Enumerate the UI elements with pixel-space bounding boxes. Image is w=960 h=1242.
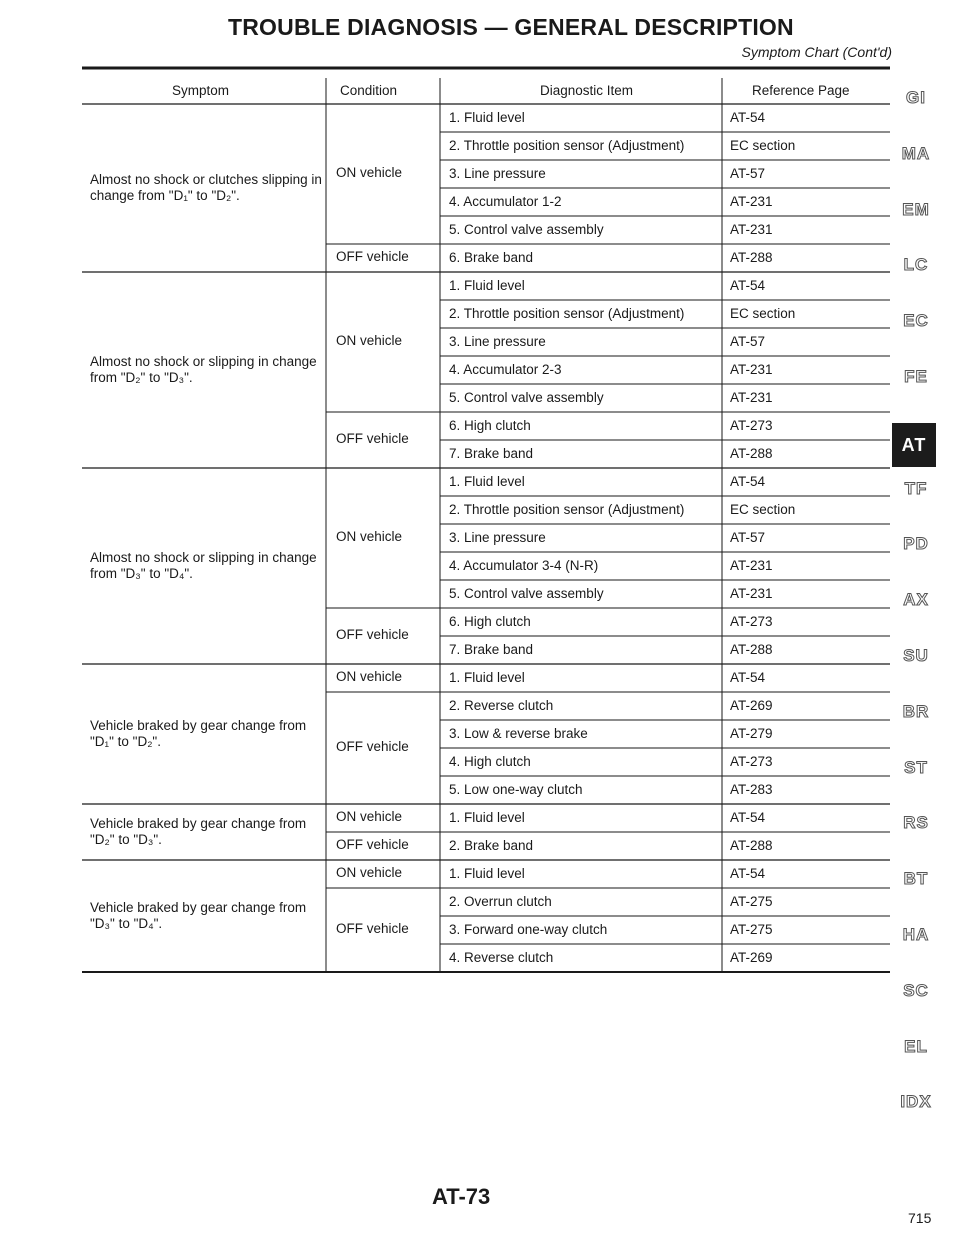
reference-page: AT-54 [730, 110, 766, 125]
diagnostic-item: 3. Line pressure [449, 530, 546, 545]
condition-label: OFF vehicle [336, 739, 409, 754]
reference-page: AT-273 [730, 614, 773, 629]
section-tab-em: EM [902, 199, 930, 219]
section-tab-el: EL [904, 1036, 928, 1056]
diagnostic-item: 3. Forward one-way clutch [449, 922, 608, 937]
diagnostic-item: 1. Fluid level [449, 810, 525, 825]
section-tab-st: ST [904, 757, 928, 777]
condition-label: OFF vehicle [336, 837, 409, 852]
diagnostic-item: 4. Accumulator 1-2 [449, 194, 562, 209]
section-tab-bt: BT [903, 869, 929, 889]
diagnostic-item: 1. Fluid level [449, 670, 525, 685]
page-subtitle: Symptom Chart (Cont'd) [741, 44, 892, 60]
reference-page: AT-231 [730, 222, 773, 237]
diagnostic-item: 2. Overrun clutch [449, 894, 552, 909]
reference-page: AT-231 [730, 558, 773, 573]
condition-label: ON vehicle [336, 333, 403, 348]
reference-page: AT-273 [730, 754, 773, 769]
diagnostic-item: 5. Control valve assembly [449, 586, 604, 601]
symptom-label: Vehicle braked by gear change from "D₂" to "D₃". [90, 816, 307, 847]
reference-page: AT-57 [730, 334, 766, 349]
diagnostic-item: 4. Accumulator 3-4 (N-R) [449, 558, 599, 573]
condition-label: ON vehicle [336, 865, 403, 880]
reference-page: AT-54 [730, 866, 766, 881]
reference-page: EC section [730, 138, 796, 153]
diagnostic-item: 3. Line pressure [449, 166, 546, 181]
section-tab-ma: MA [901, 143, 931, 163]
page-number: AT-73 [432, 1184, 491, 1209]
reference-page: AT-275 [730, 894, 773, 909]
reference-page: AT-231 [730, 586, 773, 601]
diagnostic-item: 2. Brake band [449, 838, 534, 853]
section-tab-ec: EC [903, 311, 929, 331]
diagnostic-item: 7. Brake band [449, 642, 534, 657]
section-tab-sc: SC [903, 980, 929, 1000]
section-tab-ha: HA [902, 925, 930, 944]
diagnostic-item: 1. Fluid level [449, 866, 525, 881]
reference-page: AT-275 [730, 922, 773, 937]
condition-label: ON vehicle [336, 669, 403, 684]
symptom-chart-table [72, 66, 890, 976]
section-index-tabs [882, 88, 950, 1112]
symptom-label: Almost no shock or clutches slipping in change from "D₁" to "D₂". [90, 172, 322, 203]
condition-label: ON vehicle [336, 165, 403, 180]
condition-label: OFF vehicle [336, 431, 409, 446]
section-tab-idx: IDX [900, 1092, 932, 1112]
diagnostic-item: 7. Brake band [449, 446, 534, 461]
diagnostic-item: 6. High clutch [449, 418, 531, 433]
section-tab-ax: AX [903, 590, 929, 610]
condition-label: ON vehicle [336, 809, 403, 824]
reference-page: AT-288 [730, 838, 773, 853]
reference-page: EC section [730, 502, 796, 517]
reference-page: AT-231 [730, 390, 773, 405]
reference-page: AT-288 [730, 642, 773, 657]
symptom-label: Vehicle braked by gear change from "D₃" to "D₄". [90, 900, 307, 931]
diagnostic-item: 4. Accumulator 2-3 [449, 362, 562, 377]
reference-page: AT-288 [730, 250, 773, 265]
reference-page: AT-54 [730, 474, 766, 489]
section-tab-lc: LC [903, 255, 929, 275]
diagnostic-item: 2. Throttle position sensor (Adjustment) [449, 502, 685, 517]
corner-page-number: 715 [908, 1210, 932, 1226]
section-tab-su: SU [903, 646, 929, 665]
reference-page: AT-231 [730, 194, 773, 209]
section-tab-gi: GI [906, 88, 926, 107]
reference-page: AT-269 [730, 950, 773, 965]
symptom-label: Almost no shock or slipping in change from "D₃" to "D₄". [90, 550, 317, 581]
reference-page: AT-288 [730, 446, 773, 461]
diagnostic-item: 6. Brake band [449, 250, 534, 265]
section-tab-fe: FE [904, 367, 928, 386]
reference-page: AT-231 [730, 362, 773, 377]
diagnostic-item: 3. Line pressure [449, 334, 546, 349]
reference-page: AT-54 [730, 278, 766, 293]
column-header: Symptom [172, 83, 230, 98]
section-tab-tf: TF [904, 478, 928, 498]
section-tab-rs: RS [903, 813, 929, 833]
section-tab-at: AT [892, 423, 936, 467]
reference-page: AT-57 [730, 530, 766, 545]
condition-label: OFF vehicle [336, 627, 409, 642]
column-header: Diagnostic Item [540, 83, 634, 98]
reference-page: AT-279 [730, 726, 773, 741]
reference-page: AT-269 [730, 698, 773, 713]
condition-label: OFF vehicle [336, 921, 409, 936]
diagnostic-item: 1. Fluid level [449, 278, 525, 293]
reference-page: AT-54 [730, 810, 766, 825]
diagnostic-item: 1. Fluid level [449, 474, 525, 489]
diagnostic-item: 4. High clutch [449, 754, 531, 769]
diagnostic-item: 6. High clutch [449, 614, 531, 629]
column-header: Reference Page [752, 83, 850, 98]
diagnostic-item: 5. Low one-way clutch [449, 782, 583, 797]
condition-label: ON vehicle [336, 529, 403, 544]
diagnostic-item: 1. Fluid level [449, 110, 525, 125]
diagnostic-item: 5. Control valve assembly [449, 222, 604, 237]
section-tab-br: BR [902, 701, 930, 721]
diagnostic-item: 2. Throttle position sensor (Adjustment) [449, 138, 685, 153]
condition-label: OFF vehicle [336, 249, 409, 264]
diagnostic-item: 4. Reverse clutch [449, 950, 554, 965]
reference-page: EC section [730, 306, 796, 321]
reference-page: AT-273 [730, 418, 773, 433]
symptom-label: Almost no shock or slipping in change from "D₂" to "D₃". [90, 354, 317, 385]
symptom-label: Vehicle braked by gear change from "D₁" to "D₂". [90, 718, 307, 749]
reference-page: AT-54 [730, 670, 766, 685]
reference-page: AT-283 [730, 782, 773, 797]
column-header: Condition [340, 83, 398, 98]
diagnostic-item: 2. Throttle position sensor (Adjustment) [449, 306, 685, 321]
reference-page: AT-57 [730, 166, 766, 181]
section-tab-pd: PD [903, 534, 929, 554]
page-title: TROUBLE DIAGNOSIS — GENERAL DESCRIPTION [228, 14, 794, 40]
diagnostic-item: 3. Low & reverse brake [449, 726, 588, 741]
diagnostic-item: 5. Control valve assembly [449, 390, 604, 405]
diagnostic-item: 2. Reverse clutch [449, 698, 554, 713]
